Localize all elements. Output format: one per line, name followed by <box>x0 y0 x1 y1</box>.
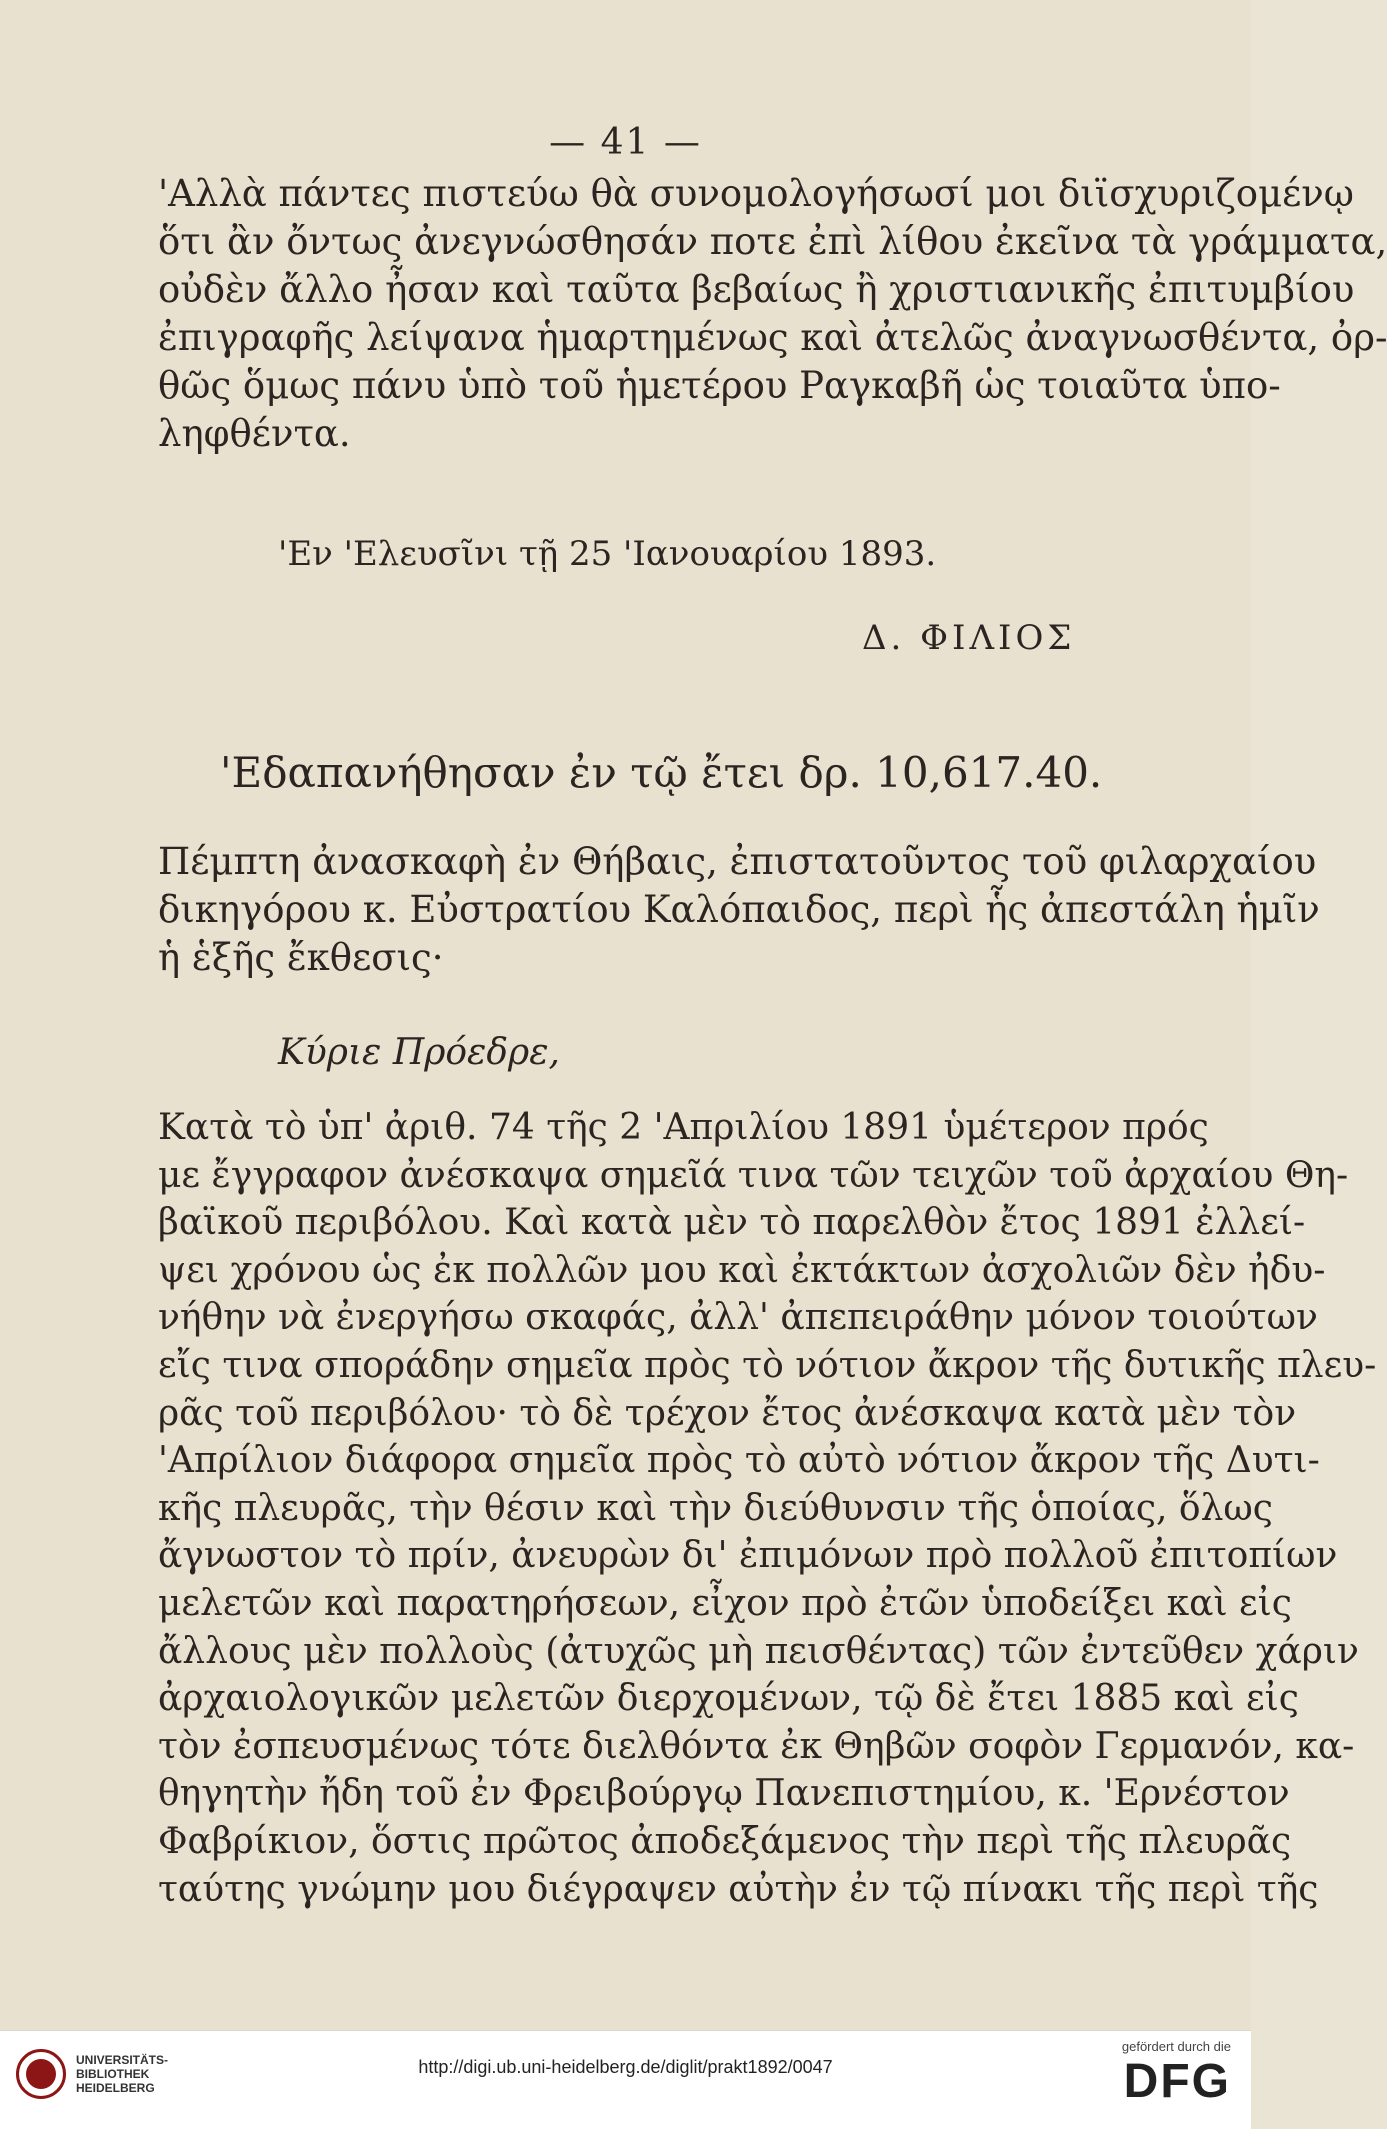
text-line: ρᾶς τοῦ περιβόλου· τὸ δὲ τρέχον ἔτος ἀνέσκαψα κατὰ μὲν τὸν <box>158 1392 1297 1434</box>
text-line: 'Απρίλιον διάφορα σημεῖα πρὸς τὸ αὐτὸ νότιον ἄκρον τῆς Δυτι- <box>158 1440 1320 1482</box>
signature: Δ. ΦΙΛΙΟΣ <box>862 618 1076 658</box>
text-line: ἐπιγραφῆς λείψανα ἡμαρτημένως καὶ ἀτελῶς ἀναγνωσθέντα, ὀρ- <box>158 316 1387 359</box>
text-line: κῆς πλευρᾶς, τὴν θέσιν καὶ τὴν διεύθυνσιν τῆς ὁποίας, ὅλως <box>158 1487 1273 1529</box>
footer-bar <box>0 2030 1251 2129</box>
text-line: βαϊκοῦ περιβόλου. Καὶ κατὰ μὲν τὸ παρελθὸν ἔτος 1891 ἐλλεί- <box>158 1202 1306 1244</box>
paragraph-excavation-intro <box>158 838 1320 982</box>
text-line: οὐδὲν ἄλλο ἦσαν καὶ ταῦτα βεβαίως ἢ χριστιανικῆς ἐπιτυμβίου <box>158 268 1355 311</box>
text-line: νήθην νὰ ἐνεργήσω σκαφάς, ἀλλ' ἀπεπειράθην μόνον τοιούτων <box>158 1297 1318 1339</box>
salutation: Κύριε Πρόεδρε, <box>278 1032 560 1073</box>
text-line: δικηγόρου κ. Εὐστρατίου Καλόπαιδος, περὶ ἧς ἀπεστάλη ἡμῖν <box>158 888 1320 931</box>
text-line: Φαβρίκιον, ὅστις πρῶτος ἀποδεξάμενος τὴν περὶ τῆς πλευρᾶς <box>158 1820 1292 1862</box>
library-line: HEIDELBERG <box>76 2081 155 2095</box>
text-line: Πέμπτη ἀνασκαφὴ ἐν Θήβαις, ἐπιστατοῦντος τοῦ φιλαρχαίου <box>158 840 1317 883</box>
text-line: ὅτι ἂν ὄντως ἀνεγνώσθησάν ποτε ἐπὶ λίθου ἐκεῖνα τὰ γράμματα, <box>158 220 1387 263</box>
text-line: ψει χρόνου ὡς ἐκ πολλῶν μου καὶ ἐκτάκτων ἀσχολιῶν δὲν ἠδυ- <box>158 1249 1326 1291</box>
text-line: θῶς ὅμως πάνυ ὑπὸ τοῦ ἡμετέρου Ραγκαβῆ ὡς τοιαῦτα ὑπο- <box>158 364 1281 407</box>
dfg-logo[interactable] <box>1101 2039 1231 2110</box>
dateline: 'Εν 'Ελευσῖνι τῇ 25 'Ιανουαρίου 1893. <box>278 534 937 574</box>
text-line: Κατὰ τὸ ὑπ' ἀριθ. 74 τῆς 2 'Απριλίου 1891 ὑμέτερον πρός <box>158 1107 1209 1148</box>
text-line: ταύτης γνώμην μου διέγραψεν αὐτὴν ἐν τῷ πίνακι τῆς περὶ τῆς <box>158 1868 1319 1910</box>
text-line: ληφθέντα. <box>158 412 351 455</box>
dfg-logo-mark: DFG <box>1123 2055 1231 2108</box>
funding-caption: gefördert durch die <box>1121 2039 1231 2054</box>
text-line: ἄγνωστον τὸ πρίν, ἀνευρὼν δι' ἐπιμόνων πρὸ πολλοῦ ἐπιτοπίων <box>158 1535 1338 1577</box>
expense-line: 'Εδαπανήθησαν ἐν τῷ ἔτει δρ. 10,617.40. <box>220 748 1103 797</box>
library-line: BIBLIOTHEK <box>76 2067 150 2081</box>
text-line: εἴς τινα σποράδην σημεῖα πρὸς τὸ νότιον ἄκρον τῆς δυτικῆς πλευ- <box>158 1344 1377 1386</box>
page-number: — 41 — <box>549 122 702 163</box>
text-line: ἡ ἑξῆς ἔκθεσις· <box>158 936 444 979</box>
text-line: με ἔγγραφον ἀνέσκαψα σημεῖά τινα τῶν τειχῶν τοῦ ἀρχαίου Θη- <box>158 1154 1349 1196</box>
library-line: UNIVERSITÄTS- <box>76 2053 169 2067</box>
text-line: θηγητὴν ἤδη τοῦ ἐν Φρειβούργῳ Πανεπιστημίου, κ. 'Ερνέστον <box>158 1773 1290 1815</box>
source-url-link[interactable]: http://digi.ub.uni-heidelberg.de/diglit/prakt1892/0047 <box>418 2057 833 2077</box>
text-line: 'Αλλὰ πάντες πιστεύω θὰ συνομολογήσωσί μοι διϊσχυριζομένῳ <box>158 172 1354 215</box>
text-line: ἄλλους μὲν πολλοὺς (ἀτυχῶς μὴ πεισθέντας) τῶν ἐντεῦθεν χάριν <box>158 1630 1359 1672</box>
text-line: μελετῶν καὶ παρατηρήσεων, εἶχον πρὸ ἐτῶν ὑποδείξει καὶ εἰς <box>158 1582 1292 1624</box>
paragraph-conclusion <box>158 170 1387 458</box>
text-line: τὸν ἐσπευσμένως τότε διελθόντα ἐκ Θηβῶν σοφὸν Γερμανόν, κα- <box>158 1725 1355 1767</box>
paragraph-report <box>158 1104 1377 1913</box>
text-line: ἀρχαιολογικῶν μελετῶν διερχομένων, τῷ δὲ ἔτει 1885 καὶ εἰς <box>158 1678 1299 1720</box>
